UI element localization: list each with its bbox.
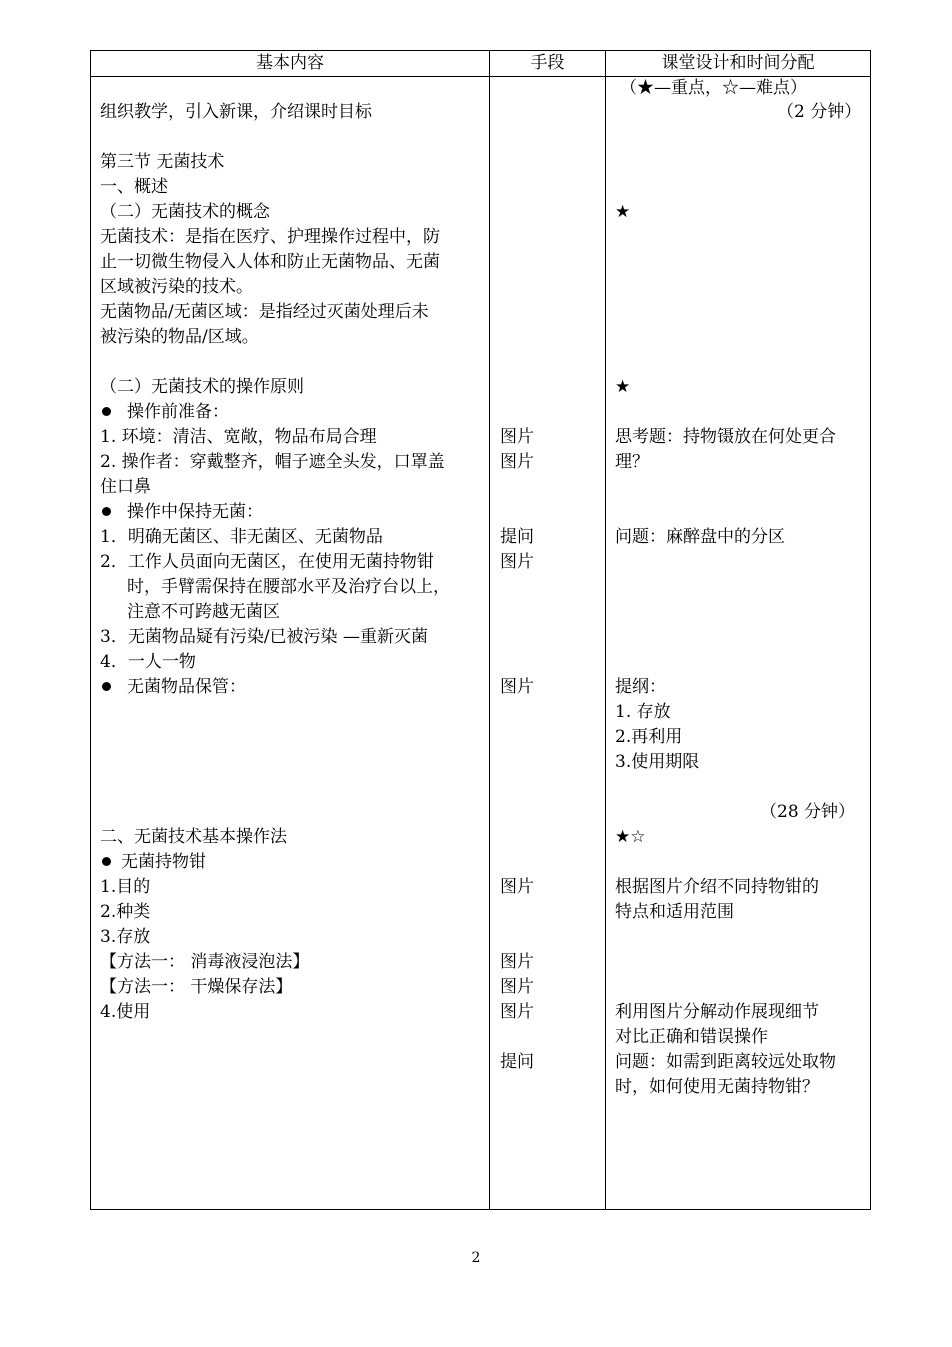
principle-heading: （二）无菌技术的操作原则 <box>100 377 304 397</box>
design-note: 根据图片介绍不同持物钳的 <box>615 877 819 897</box>
column-divider <box>489 51 490 1209</box>
header-class-design: 课堂设计和时间分配 <box>661 53 815 73</box>
key-difficult-stars-icon: ★☆ <box>615 827 646 847</box>
storage-heading: 无菌物品保管： <box>127 677 246 697</box>
list-item: 注意不可跨越无菌区 <box>127 602 280 622</box>
list-item: 时，手臂需保持在腰部水平及治疗台以上， <box>127 577 450 597</box>
during-heading: 操作中保持无菌： <box>127 502 263 522</box>
list-item: 3.存放 <box>100 927 151 947</box>
concept-heading: （二）无菌技术的概念 <box>100 202 270 222</box>
bullet-icon <box>102 857 111 866</box>
concept-text: 区域被污染的技术。 <box>100 277 253 297</box>
header-basic-content: 基本内容 <box>256 53 324 73</box>
means-entry: 图片 <box>500 1002 534 1022</box>
column-divider <box>605 51 606 1209</box>
concept-text: 无菌物品/无菌区域：是指经过灭菌处理后未 <box>100 302 429 322</box>
list-item: 【方法一： 消毒液浸泡法】 <box>100 952 310 972</box>
outline-item: 1. 存放 <box>615 702 671 722</box>
basic-ops-heading: 二、无菌技术基本操作法 <box>100 827 287 847</box>
bullet-icon <box>102 407 111 416</box>
means-entry: 图片 <box>500 877 534 897</box>
list-item <box>100 850 206 875</box>
design-note: 时，如何使用无菌持物钳？ <box>615 1077 819 1097</box>
design-note: 问题：麻醉盘中的分区 <box>615 527 785 547</box>
list-item: 3．无菌物品疑有污染/已被污染 —重新灭菌 <box>100 627 428 647</box>
list-item: 【方法一： 干燥保存法】 <box>100 977 293 997</box>
concept-text: 无菌技术：是指在医疗、护理操作过程中，防 <box>100 227 440 247</box>
bullet-icon <box>102 682 111 691</box>
means-entry: 图片 <box>500 552 534 572</box>
means-entry: 图片 <box>500 677 534 697</box>
intro-text: 组织教学，引入新课，介绍课时目标 <box>100 102 372 122</box>
concept-text: 止一切微生物侵入人体和防止无菌物品、无菌 <box>100 252 440 272</box>
concept-text: 被污染的物品/区域。 <box>100 327 259 347</box>
list-item: 4.使用 <box>100 1002 151 1022</box>
design-note: 问题：如需到距离较远处取物 <box>615 1052 836 1072</box>
section-title: 第三节 无菌技术 <box>100 152 225 172</box>
design-note: 理？ <box>615 452 649 472</box>
legend-text: （★—重点，☆—难点） <box>620 78 807 98</box>
list-item: 4．一人一物 <box>100 652 196 672</box>
list-item: 2. 操作者：穿戴整齐，帽子遮全头发，口罩盖 <box>100 452 445 472</box>
list-item <box>100 500 263 525</box>
list-item: 2.种类 <box>100 902 151 922</box>
bullet-icon <box>102 507 111 516</box>
design-note: 利用图片分解动作展现细节 <box>615 1002 819 1022</box>
forceps-heading: 无菌持物钳 <box>121 852 206 872</box>
prep-heading: 操作前准备： <box>127 402 229 422</box>
means-entry: 提问 <box>500 527 534 547</box>
list-item: 1.目的 <box>100 877 151 897</box>
list-item: 2．工作人员面向无菌区，在使用无菌持物钳 <box>100 552 434 572</box>
list-item: 1．明确无菌区、非无菌区、无菌物品 <box>100 527 383 547</box>
means-entry: 图片 <box>500 952 534 972</box>
means-entry: 图片 <box>500 977 534 997</box>
design-note: 特点和适用范围 <box>615 902 734 922</box>
list-item: 1. 环境：清洁、宽敞，物品布局合理 <box>100 427 377 447</box>
outline-item: 3.使用期限 <box>615 752 700 772</box>
header-means: 手段 <box>530 53 565 73</box>
list-item: 住口鼻 <box>100 477 151 497</box>
overview-heading: 一、概述 <box>100 177 168 197</box>
list-item <box>100 675 246 700</box>
outline-heading: 提纲： <box>615 677 666 697</box>
key-point-star-icon: ★ <box>615 377 631 397</box>
outline-item: 2.再利用 <box>615 727 683 747</box>
design-note: 思考题：持物镊放在何处更合 <box>615 427 836 447</box>
means-entry: 图片 <box>500 452 534 472</box>
design-note: 对比正确和错误操作 <box>615 1027 768 1047</box>
time-allocation: （28 分钟） <box>760 802 856 822</box>
key-point-star-icon: ★ <box>615 202 631 222</box>
means-entry: 图片 <box>500 427 534 447</box>
means-entry: 提问 <box>500 1052 534 1072</box>
time-allocation: （2 分钟） <box>777 102 862 122</box>
page-number: 2 <box>471 1250 481 1266</box>
list-item <box>100 400 229 425</box>
